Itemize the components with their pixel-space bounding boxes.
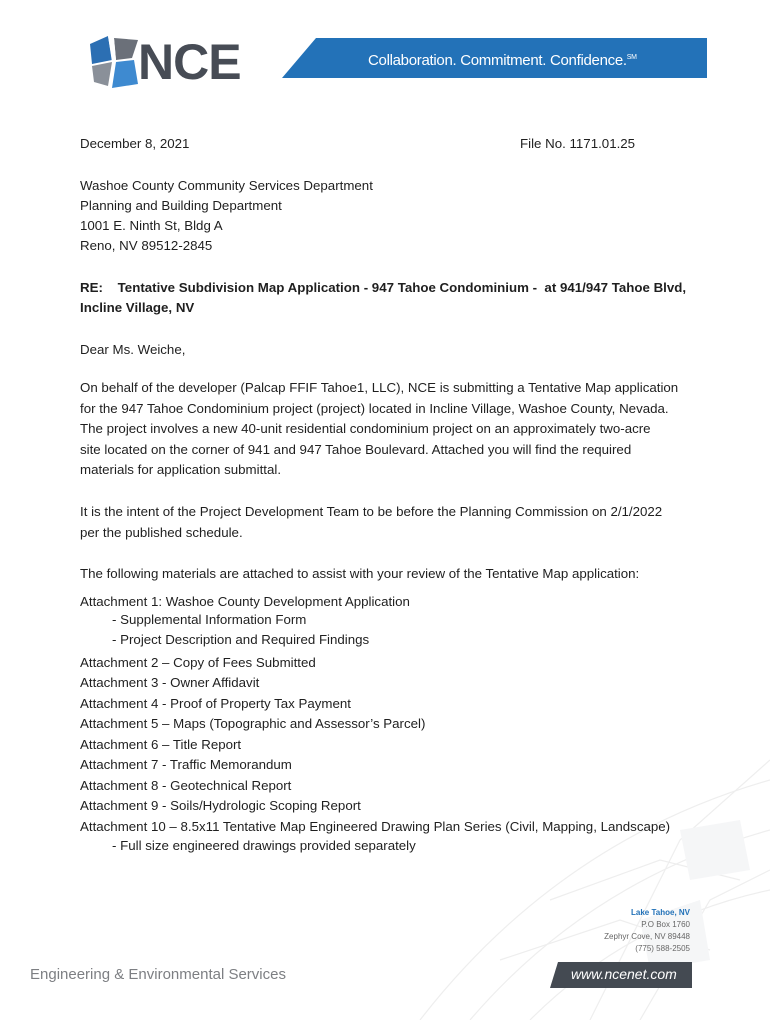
paragraph-line: site located on the corner of 941 and 947 Tahoe Boulevard. Attached you will find the required <box>80 441 632 457</box>
office-po-box: P.O Box 1760 <box>641 920 690 929</box>
paragraph-line: per the published schedule. <box>80 524 243 540</box>
attachment-item: Attachment 7 - Traffic Memorandum <box>80 757 292 772</box>
nce-logo <box>88 34 258 90</box>
services-label: Engineering & Environmental Services <box>30 966 286 983</box>
attachment-subitem: - Supplemental Information Form <box>112 612 307 627</box>
tagline <box>368 48 637 71</box>
paragraph-line: The project involves a new 40-unit residential condominium project on an approximately two-acre <box>80 421 651 437</box>
letter-date: December 8, 2021 <box>80 136 190 151</box>
website-link[interactable]: www.ncenet.com <box>571 966 677 982</box>
attachments-intro: The following materials are attached to assist with your review of the Tentative Map application: <box>80 566 640 581</box>
attachment-item: Attachment 9 - Soils/Hydrologic Scoping Report <box>80 798 361 813</box>
paragraph-line: materials for application submittal. <box>80 462 282 478</box>
attachment-item: Attachment 2 – Copy of Fees Submitted <box>80 655 316 670</box>
address-line: Washoe County Community Services Department <box>80 178 373 193</box>
office-name: Lake Tahoe, NV <box>631 908 690 917</box>
attachment-item: Attachment 6 – Title Report <box>80 737 242 752</box>
address-line: 1001 E. Ninth St, Bldg A <box>80 218 223 233</box>
file-number: File No. 1171.01.25 <box>520 136 636 151</box>
attachment-item: Attachment 4 - Proof of Property Tax Payment <box>80 696 351 711</box>
intent-paragraph <box>80 502 700 543</box>
salutation: Dear Ms. Weiche, <box>80 342 186 357</box>
logo-text: NCE <box>138 34 241 90</box>
attachment-item: Attachment 10 – 8.5x11 Tentative Map Engineered Drawing Plan Series (Civil, Mapping, Landscape) <box>80 819 671 834</box>
attachment-subitem: - Full size engineered drawings provided separately <box>112 838 416 853</box>
logo-mark-icon <box>88 34 140 90</box>
address-line: Reno, NV 89512-2845 <box>80 238 213 253</box>
office-city: Zephyr Cove, NV 89448 <box>604 932 690 941</box>
office-phone: (775) 588-2505 <box>635 944 690 953</box>
attachment-item: Attachment 8 - Geotechnical Report <box>80 778 292 793</box>
paragraph-line: for the 947 Tahoe Condominium project (project) located in Incline Village, Washoe County, Nevada. <box>80 400 669 416</box>
address-line: Planning and Building Department <box>80 198 282 213</box>
intro-paragraph <box>80 378 700 481</box>
paragraph-line: It is the intent of the Project Development Team to be before the Planning Commission on 2/1/2022 <box>80 504 663 519</box>
attachment-item: Attachment 5 – Maps (Topographic and Assessor’s Parcel) <box>80 716 426 731</box>
re-line: Incline Village, NV <box>80 300 195 315</box>
attachment-item: Attachment 1: Washoe County Development Application <box>80 594 410 609</box>
attachment-subitem: - Project Description and Required Findings <box>112 632 370 647</box>
paragraph-line: On behalf of the developer (Palcap FFIF Tahoe1, LLC), NCE is submitting a Tentative Map application <box>80 380 679 395</box>
tagline-text: Collaboration. Commitment. Confidence. <box>368 52 627 69</box>
service-mark: SM <box>626 54 637 61</box>
re-line: RE: Tentative Subdivision Map Application - 947 Tahoe Condominium - at 941/947 Tahoe Blvd, <box>80 280 687 295</box>
attachment-item: Attachment 3 - Owner Affidavit <box>80 675 260 690</box>
